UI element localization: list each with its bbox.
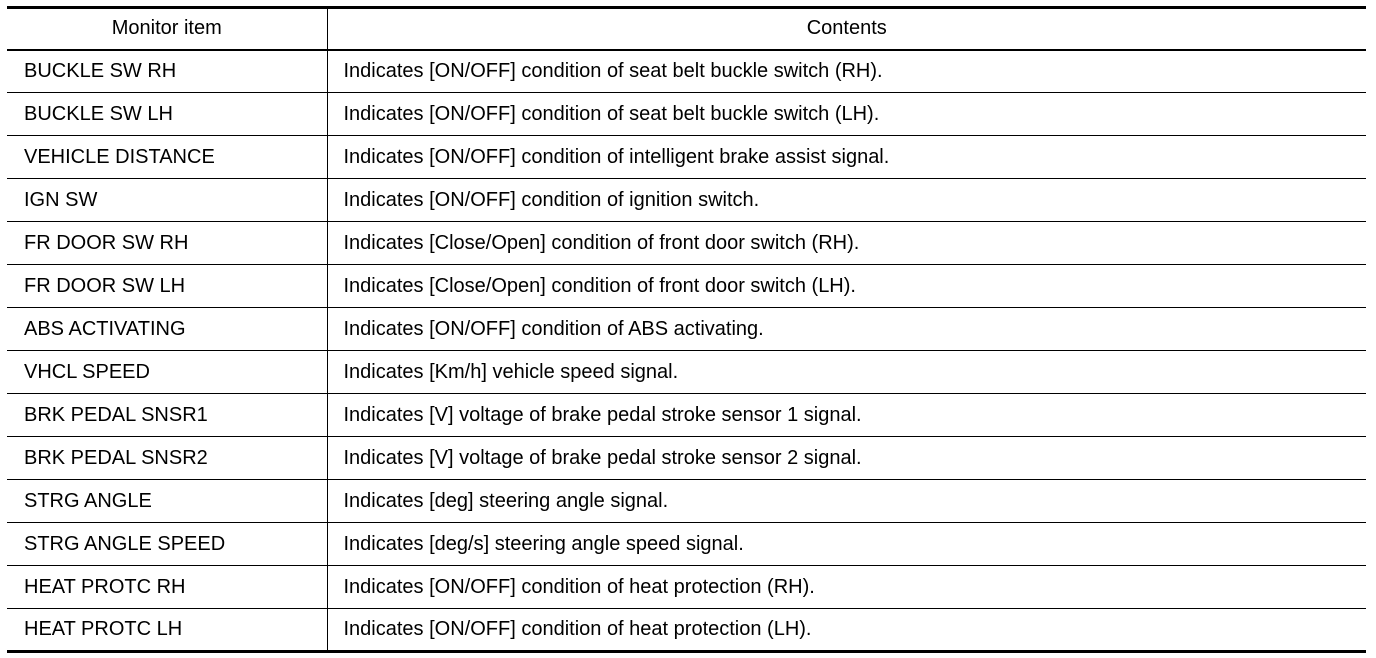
contents-cell: Indicates [V] voltage of brake pedal stroke sensor 2 signal. [327, 437, 1366, 480]
monitor-item-cell: HEAT PROTC RH [7, 566, 327, 609]
monitor-item-cell: ABS ACTIVATING [7, 308, 327, 351]
table-row [7, 222, 1366, 265]
monitor-item-cell: BRK PEDAL SNSR2 [7, 437, 327, 480]
contents-cell: Indicates [ON/OFF] condition of seat belt buckle switch (RH). [327, 50, 1366, 93]
table-row [7, 93, 1366, 136]
monitor-item-cell: BUCKLE SW RH [7, 50, 327, 93]
contents-cell: Indicates [ON/OFF] condition of heat protection (RH). [327, 566, 1366, 609]
contents-cell: Indicates [deg] steering angle signal. [327, 480, 1366, 523]
monitor-item-cell: BRK PEDAL SNSR1 [7, 394, 327, 437]
contents-cell: Indicates [ON/OFF] condition of ignition switch. [327, 179, 1366, 222]
table-row [7, 523, 1366, 566]
contents-cell: Indicates [V] voltage of brake pedal stroke sensor 1 signal. [327, 394, 1366, 437]
table-header [7, 8, 1366, 50]
table-row [7, 351, 1366, 394]
header-contents: Contents [327, 8, 1366, 50]
table-row [7, 609, 1366, 652]
table-row [7, 394, 1366, 437]
table-row [7, 437, 1366, 480]
table-row [7, 179, 1366, 222]
table-row [7, 50, 1366, 93]
contents-cell: Indicates [ON/OFF] condition of seat belt buckle switch (LH). [327, 93, 1366, 136]
monitor-item-cell: HEAT PROTC LH [7, 609, 327, 652]
contents-cell: Indicates [ON/OFF] condition of intelligent brake assist signal. [327, 136, 1366, 179]
monitor-item-cell: STRG ANGLE SPEED [7, 523, 327, 566]
monitor-item-table [7, 6, 1366, 653]
monitor-item-cell: IGN SW [7, 179, 327, 222]
monitor-item-cell: BUCKLE SW LH [7, 93, 327, 136]
monitor-item-cell: FR DOOR SW RH [7, 222, 327, 265]
monitor-item-cell: FR DOOR SW LH [7, 265, 327, 308]
contents-cell: Indicates [ON/OFF] condition of ABS activating. [327, 308, 1366, 351]
table-row [7, 308, 1366, 351]
table-row [7, 480, 1366, 523]
header-row [7, 8, 1366, 50]
contents-cell: Indicates [Km/h] vehicle speed signal. [327, 351, 1366, 394]
table-row [7, 566, 1366, 609]
table-body [7, 50, 1366, 652]
table-row [7, 265, 1366, 308]
contents-cell: Indicates [Close/Open] condition of front door switch (LH). [327, 265, 1366, 308]
header-monitor-item: Monitor item [7, 8, 327, 50]
monitor-item-cell: STRG ANGLE [7, 480, 327, 523]
contents-cell: Indicates [deg/s] steering angle speed signal. [327, 523, 1366, 566]
contents-cell: Indicates [ON/OFF] condition of heat protection (LH). [327, 609, 1366, 652]
contents-cell: Indicates [Close/Open] condition of front door switch (RH). [327, 222, 1366, 265]
monitor-item-cell: VHCL SPEED [7, 351, 327, 394]
monitor-item-cell: VEHICLE DISTANCE [7, 136, 327, 179]
table-row [7, 136, 1366, 179]
